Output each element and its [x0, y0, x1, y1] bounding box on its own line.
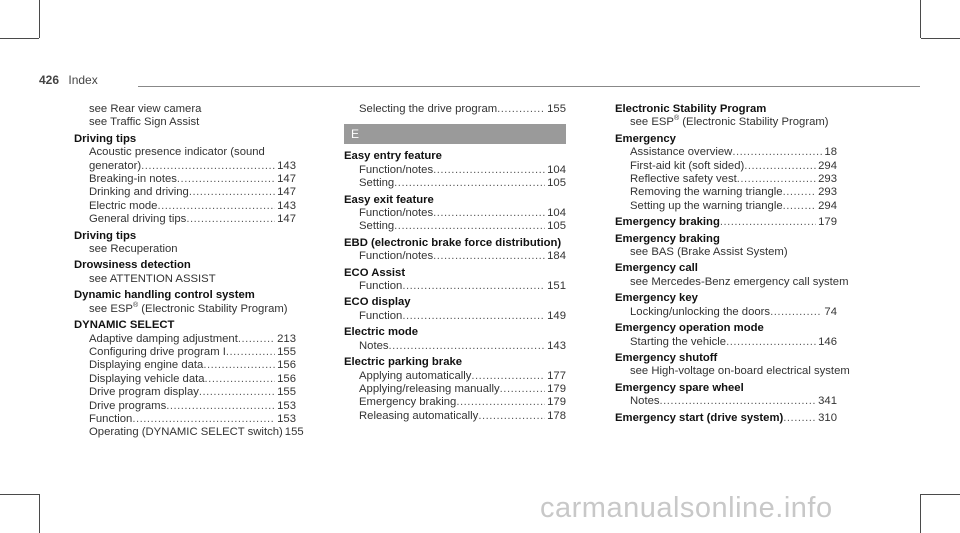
index-term: ECO display: [344, 296, 411, 309]
page-reference: 310: [818, 411, 837, 424]
index-page-ref: [74, 213, 296, 226]
index-page-ref: [74, 186, 296, 199]
page-reference: 293: [818, 173, 837, 186]
dot-leader: [238, 333, 275, 346]
dot-leader: [199, 386, 275, 399]
dot-leader: [471, 370, 545, 383]
index-term: Dynamic handling control system: [74, 289, 255, 302]
entry-label: Function/notes: [359, 163, 434, 176]
page-reference: 143: [277, 199, 296, 212]
index-term: Easy exit feature: [344, 193, 434, 206]
index-subentry: see ATTENTION ASSIST: [89, 272, 216, 285]
page-reference: 156: [277, 359, 296, 372]
index-page-ref: [344, 280, 566, 293]
dot-leader: [783, 200, 817, 213]
entry-label: Function: [89, 412, 133, 425]
dot-leader: [226, 346, 275, 359]
index-page-ref: [74, 160, 296, 173]
page-reference: 147: [277, 213, 296, 226]
index-page-ref: [615, 336, 837, 349]
index-subentry: Acoustic presence indicator (sound: [89, 146, 265, 159]
index-page-ref: [344, 103, 566, 116]
page-reference: 156: [277, 372, 296, 385]
registered-mark: ®: [132, 301, 139, 309]
index-column-2: [344, 103, 566, 423]
index-subentry: [615, 116, 837, 129]
entry-label: Drive programs: [89, 399, 167, 412]
entry-label: Emergency braking: [615, 216, 720, 229]
page-reference: 294: [818, 159, 837, 172]
entry-label: Emergency start (drive system): [615, 411, 784, 424]
page-reference: 147: [277, 173, 296, 186]
index-page-ref: [74, 346, 296, 359]
index-term: Emergency call: [615, 262, 698, 275]
index-page-ref: [615, 186, 837, 199]
index-subentry: [74, 303, 296, 316]
entry-label: Adaptive damping adjustment: [89, 332, 238, 345]
index-page-ref: [74, 426, 304, 439]
index-term: Electric mode: [344, 326, 419, 339]
dot-leader: [186, 213, 275, 226]
index-page-ref: [74, 173, 296, 186]
dot-leader: [433, 250, 545, 263]
crop-mark: [0, 38, 39, 39]
index-term: Driving tips: [74, 229, 137, 242]
dot-leader: [141, 160, 275, 173]
page-reference: 155: [277, 345, 296, 358]
letter-divider: E: [344, 124, 566, 144]
page-reference: 146: [818, 335, 837, 348]
page-reference: 105: [547, 177, 566, 190]
index-subentry: see Rear view camera: [89, 103, 202, 115]
dot-leader: [389, 340, 546, 353]
dot-leader: [456, 396, 545, 409]
index-column-1: [74, 103, 304, 440]
index-page-ref: [344, 340, 566, 353]
page-reference: 143: [547, 339, 566, 352]
page-reference: 104: [547, 163, 566, 176]
index-subentry: see Mercedes-Benz emergency call system: [630, 275, 849, 288]
index-term: Emergency operation mode: [615, 322, 764, 335]
entry-label: Setting up the warning triangle: [630, 199, 783, 212]
crop-mark: [921, 494, 960, 495]
index-page-ref: [74, 200, 296, 213]
dot-leader: [478, 410, 545, 423]
index-term: Emergency spare wheel: [615, 381, 744, 394]
dot-leader: [157, 200, 275, 213]
dot-leader: [726, 336, 816, 349]
entry-label: Function: [359, 280, 403, 293]
dot-leader: [402, 280, 545, 293]
page-reference: 177: [547, 369, 566, 382]
dot-leader: [166, 400, 275, 413]
header-rule: [138, 86, 920, 87]
index-page-ref: [344, 250, 566, 263]
index-subentry: see Traffic Sign Assist: [89, 116, 200, 129]
subentry-text: see ESP: [630, 116, 674, 129]
index-page-ref: [344, 410, 566, 423]
index-term: EBD (electronic brake force distribution): [344, 236, 562, 249]
index-page-ref: [344, 207, 566, 220]
page-reference: 153: [277, 412, 296, 425]
page-reference: 179: [547, 382, 566, 395]
entry-label: Reflective safety vest: [630, 173, 737, 186]
index-page-ref: [74, 400, 296, 413]
dot-leader: [132, 413, 275, 426]
index-page-ref: [344, 177, 566, 190]
page-number: 426: [39, 73, 60, 87]
page-reference: 294: [818, 199, 837, 212]
entry-label: Emergency braking: [359, 396, 457, 409]
dot-leader: [433, 164, 545, 177]
index-term-with-page: [615, 412, 837, 425]
index-page-ref: [74, 359, 296, 372]
entry-label: Selecting the drive program: [359, 103, 498, 115]
page-reference: 179: [818, 216, 837, 229]
entry-label: generator): [89, 159, 142, 172]
index-page-ref: [615, 146, 837, 159]
crop-mark: [0, 494, 39, 495]
index-page-ref: [615, 160, 837, 173]
section-title: Index: [68, 73, 98, 87]
page-reference: 178: [547, 409, 566, 422]
dot-leader: [660, 395, 817, 408]
crop-mark: [39, 0, 40, 38]
index-page-ref: [615, 200, 837, 213]
crop-mark: [920, 0, 921, 38]
page-reference: 293: [818, 186, 837, 199]
index-term: Emergency key: [615, 292, 698, 305]
dot-leader: [737, 173, 816, 186]
index-subentry: see Recuperation: [89, 243, 178, 256]
index-term: Emergency: [615, 132, 676, 145]
index-term: Emergency shutoff: [615, 351, 718, 364]
entry-label: Removing the warning triangle: [630, 186, 783, 199]
crop-mark: [920, 494, 921, 533]
entry-label: Drinking and driving: [89, 186, 189, 199]
page-reference: 153: [277, 399, 296, 412]
subentry-text: (Electronic Stability Program): [138, 302, 288, 315]
index-page-ref: [615, 395, 837, 408]
dot-leader: [433, 207, 545, 220]
crop-mark: [39, 494, 40, 533]
entry-label: Breaking-in notes: [89, 173, 177, 186]
entry-label: Releasing automatically: [359, 409, 479, 422]
dot-leader: [497, 103, 545, 116]
index-page-ref: [344, 164, 566, 177]
dot-leader: [394, 220, 545, 233]
page-reference: 179: [547, 396, 566, 409]
entry-label: Drive program display: [89, 386, 199, 399]
page-reference: 74: [824, 305, 837, 318]
entry-label: Function/notes: [359, 250, 434, 263]
index-page-ref: [74, 333, 296, 346]
dot-leader: [203, 359, 275, 372]
index-page-ref: [344, 370, 566, 383]
page-reference: 341: [818, 395, 837, 408]
page-reference: 184: [547, 250, 566, 263]
index-term: Electric parking brake: [344, 356, 463, 369]
entry-label: Displaying vehicle data: [89, 372, 205, 385]
index-page-ref: [344, 310, 566, 323]
index-term: ECO Assist: [344, 266, 406, 279]
subentry-text: see ESP: [89, 302, 133, 315]
entry-label: Function/notes: [359, 207, 434, 220]
page-reference: 213: [277, 332, 296, 345]
dot-leader: [205, 373, 276, 386]
dot-leader: [177, 173, 275, 186]
dot-leader: [770, 306, 822, 319]
page-reference: 155: [284, 426, 304, 439]
page-header: [39, 73, 98, 87]
index-page-ref: [615, 173, 837, 186]
page-reference: 105: [547, 220, 566, 233]
crop-mark: [921, 38, 960, 39]
index-page-ref: [344, 220, 566, 233]
dot-leader: [720, 216, 816, 229]
page-reference: 149: [547, 309, 566, 322]
index-term: Easy entry feature: [344, 150, 442, 163]
index-term: Emergency braking: [615, 232, 720, 245]
entry-label: Configuring drive program I: [89, 345, 226, 358]
dot-leader: [744, 160, 816, 173]
dot-leader: [189, 186, 275, 199]
entry-label: Setting: [359, 220, 395, 233]
index-subentry: see High-voltage on-board electrical system: [630, 365, 850, 378]
page-reference: 147: [277, 186, 296, 199]
entry-label: Notes: [359, 339, 389, 352]
index-term: DYNAMIC SELECT: [74, 319, 175, 332]
entry-label: Operating (DYNAMIC SELECT switch): [89, 426, 283, 439]
entry-label: Notes: [630, 395, 660, 408]
entry-label: Electric mode: [89, 199, 158, 212]
entry-label: First-aid kit (soft sided): [630, 159, 745, 172]
page-reference: 155: [277, 386, 296, 399]
dot-leader: [732, 146, 822, 159]
entry-label: Assistance overview: [630, 146, 733, 159]
entry-label: Applying/releasing manually: [359, 382, 500, 395]
index-column-3: [615, 103, 850, 425]
page-reference: 155: [547, 103, 566, 115]
dot-leader: [500, 383, 545, 396]
page-reference: 143: [277, 159, 296, 172]
entry-label: Displaying engine data: [89, 359, 204, 372]
dot-leader: [402, 310, 545, 323]
index-page-ref: [344, 396, 566, 409]
page-reference: 151: [547, 280, 566, 293]
page-reference: 104: [547, 207, 566, 220]
watermark: carmanualsonline.info: [540, 492, 833, 524]
page-reference: 18: [824, 146, 837, 159]
dot-leader: [394, 177, 545, 190]
index-page-ref: [344, 383, 566, 396]
entry-label: General driving tips: [89, 213, 187, 226]
dot-leader: [783, 186, 817, 199]
subentry-text: (Electronic Stability Program): [679, 116, 829, 129]
index-term: Electronic Stability Program: [615, 103, 767, 115]
index-subentry: see BAS (Brake Assist System): [630, 246, 788, 259]
entry-label: Starting the vehicle: [630, 335, 727, 348]
index-page-ref: [615, 306, 837, 319]
index-page-ref: [74, 386, 296, 399]
index-term: Drowsiness detection: [74, 259, 191, 272]
index-term: Driving tips: [74, 132, 137, 145]
entry-label: Function: [359, 309, 403, 322]
index-page-ref: [74, 413, 296, 426]
entry-label: Setting: [359, 177, 395, 190]
index-page-ref: [74, 373, 296, 386]
registered-mark: ®: [673, 115, 680, 123]
dot-leader: [783, 412, 816, 425]
index-term-with-page: [615, 216, 837, 229]
entry-label: Applying automatically: [359, 369, 472, 382]
entry-label: Locking/unlocking the doors: [630, 305, 771, 318]
